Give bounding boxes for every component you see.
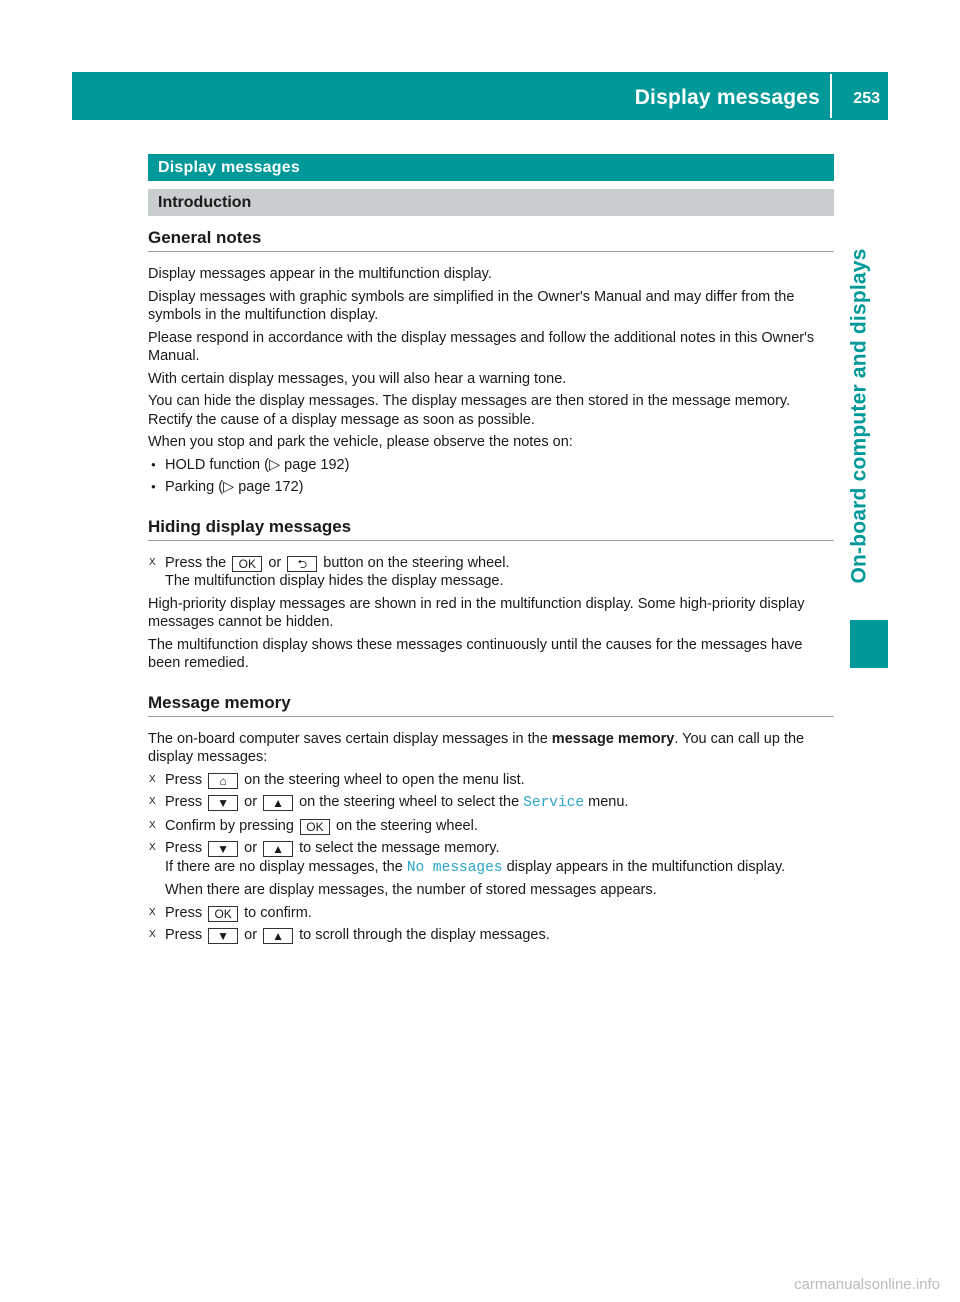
paragraph: Please respond in accordance with the display messages and follow the additional notes in this Owner's Manual. — [148, 329, 815, 364]
side-tab-block — [850, 620, 888, 668]
down-key-icon: ▼ — [208, 795, 238, 811]
step: X Press OK to confirm. — [149, 904, 312, 921]
heading-message-memory: Message memory — [148, 693, 834, 717]
home-key-icon: ⌂ — [208, 773, 238, 789]
paragraph: High-priority display messages are shown in red in the multifunction display. Some high-priority display messages cannot be hidden. — [148, 595, 805, 630]
up-key-icon: ▲ — [263, 841, 293, 857]
paragraph: When you stop and park the vehicle, please observe the notes on: — [148, 434, 573, 450]
ok-key-icon: OK — [232, 556, 262, 572]
step: X Press the OK or ⮌ button on the steering wheel. — [149, 554, 510, 571]
down-key-icon: ▼ — [208, 841, 238, 857]
up-key-icon: ▲ — [263, 795, 293, 811]
step: X Confirm by pressing OK on the steering wheel. — [149, 817, 478, 834]
side-tab-label: On-board computer and displays — [848, 248, 871, 584]
paragraph: You can hide the display messages. The display messages are then stored in the message memory. Rectify the cause of a display message as soon as possible. — [148, 393, 791, 428]
paragraph: The multifunction display shows these messages continuously until the causes for the messages have been remedied. — [148, 636, 803, 671]
header-title: Display messages — [634, 86, 820, 109]
ok-key-icon: OK — [300, 819, 330, 835]
page-content — [148, 154, 834, 945]
display-text: Service — [523, 795, 585, 811]
step: X Press ▼ or ▲ on the steering wheel to select the Service menu. — [149, 794, 629, 811]
paragraph: Display messages with graphic symbols are simplified in the Owner's Manual and may differ from the symbols in the multifunction display. — [148, 288, 795, 323]
subsection-title: Introduction — [148, 189, 834, 216]
step-result: When there are display messages, the number of stored messages appears. — [165, 882, 657, 898]
ok-key-icon: OK — [208, 906, 238, 922]
step-marker: X — [149, 556, 156, 568]
paragraph: Display messages appear in the multifunction display. — [148, 266, 492, 282]
step: X Press ▼ or ▲ to scroll through the display messages. — [149, 927, 550, 943]
display-text: No messages — [406, 859, 503, 876]
heading-hiding: Hiding display messages — [148, 517, 834, 541]
paragraph: The on-board computer saves certain display messages in the message memory. You can call up the display messages: — [148, 730, 805, 765]
heading-general-notes: General notes — [148, 228, 834, 252]
step-result: The multifunction display hides the display message. — [165, 573, 504, 589]
up-key-icon: ▲ — [263, 928, 293, 944]
side-tab — [838, 224, 882, 608]
section-title: Display messages — [148, 154, 834, 181]
bullet-item: ● HOLD function (▷ page 192) — [148, 456, 834, 475]
header-divider — [830, 74, 832, 118]
watermark: carmanualsonline.info — [794, 1276, 940, 1293]
step: X Press ⌂ on the steering wheel to open the menu list. — [149, 771, 525, 788]
back-key-icon: ⮌ — [287, 556, 317, 572]
bullet-item: ● Parking (▷ page 172) — [148, 478, 834, 497]
step-result: If there are no display messages, the No messages display appears in the multifunction display. — [165, 858, 786, 876]
page-number: 253 — [853, 90, 880, 107]
down-key-icon: ▼ — [208, 928, 238, 944]
paragraph: With certain display messages, you will also hear a warning tone. — [148, 370, 567, 387]
step: X Press ▼ or ▲ to select the message memory. — [149, 840, 500, 856]
header-bar — [72, 72, 888, 120]
